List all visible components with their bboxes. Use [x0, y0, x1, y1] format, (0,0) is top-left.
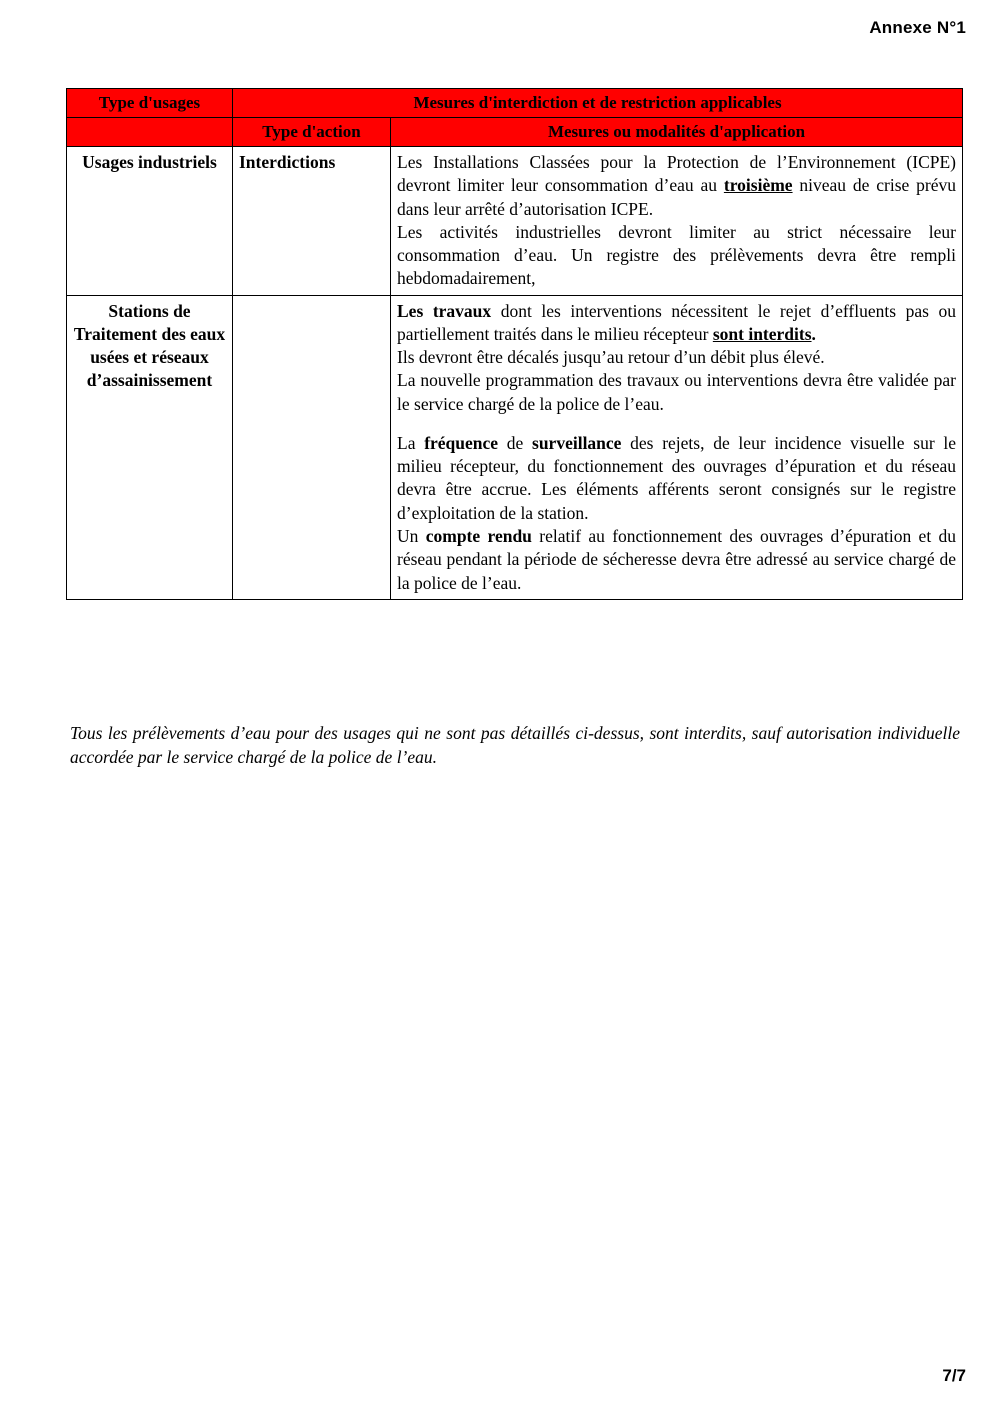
table-header-row-1 [67, 89, 963, 118]
paragraph [397, 432, 956, 525]
annexe-header-label: Annexe N°1 [869, 18, 966, 37]
paragraph [397, 151, 956, 221]
header-mesures-title: Mesures d'interdiction et de restriction applicables [233, 89, 963, 118]
page-number-label: 7/7 [942, 1366, 966, 1385]
header-type-action: Type d'action [233, 118, 391, 147]
row-measures-content [391, 295, 963, 599]
text-run: . [811, 323, 816, 344]
text-run: Les travaux [397, 300, 492, 321]
paragraph [397, 525, 956, 595]
table-header-row-2 [67, 118, 963, 147]
row-action-label [233, 295, 391, 599]
text-run: relatif au fonctionnement des ouvrages d’épuration et du réseau pendant la période de sécheresse devra être adressé au service chargé de la police de l’eau. [397, 525, 957, 593]
restrictions-table [66, 88, 963, 600]
header-usages-spacer [67, 118, 233, 147]
table-row [67, 295, 963, 599]
text-run: des rejets, de leur incidence visuelle sur le milieu récepteur, du fonctionnement des ouvrages d’épuration et du réseau devra être accrue. Les éléments afférents seront consignés sur le registre d’exploitation de la station. [397, 432, 957, 523]
text-run: La nouvelle programmation des travaux ou interventions devra être validée par le service chargé de la police de l’eau. [397, 370, 957, 414]
rich-text-1 [397, 300, 956, 595]
text-run: fréquence [424, 432, 499, 453]
paragraph [397, 300, 956, 347]
text-run: compte rendu [425, 525, 532, 546]
footnote-text: Tous les prélèvements d’eau pour des usages qui ne sont pas détaillés ci-dessus, sont interdits, sauf autorisation individuelle accordée par le service chargé de la police de l’eau. [70, 723, 960, 767]
row-usage-label: Stations de Traitement des eaux usées et réseaux d’assainissement [67, 295, 233, 599]
paragraph [397, 221, 956, 291]
text-run: niveau de crise prévu dans leur arrêté d’autorisation ICPE. [397, 175, 957, 219]
text-run: de [498, 432, 533, 453]
table-row [67, 147, 963, 296]
text-run: Les activités industrielles devront limiter au strict nécessaire leur consommation d’eau. Un registre des prélèvements devra être rempli hebdomadairement, [397, 221, 957, 289]
paragraph-spacer [397, 416, 956, 432]
row-usage-label: Usages industriels [67, 147, 233, 296]
paragraph [397, 346, 956, 369]
row-measures-content [391, 147, 963, 296]
text-run: troisième [723, 175, 793, 196]
text-run: dont les interventions nécessitent le rejet d’effluents pas ou partiellement traités dans le milieu récepteur [397, 300, 957, 344]
text-run: Un [397, 525, 426, 546]
text-run: Ils devront être décalés jusqu’au retour d’un débit plus élevé. [397, 347, 825, 368]
text-run: Les Installations Classées pour la Protection de l’Environnement (ICPE) devront limiter leur consommation d’eau au [397, 152, 957, 196]
paragraph [397, 369, 956, 416]
rich-text-0 [397, 151, 956, 291]
text-run: surveillance [532, 432, 622, 453]
row-action-label: Interdictions [233, 147, 391, 296]
header-type-usages: Type d'usages [67, 89, 233, 118]
text-run: sont interdits [712, 323, 812, 344]
header-mesures-modalites: Mesures ou modalités d'application [391, 118, 963, 147]
text-run: La [397, 432, 425, 453]
